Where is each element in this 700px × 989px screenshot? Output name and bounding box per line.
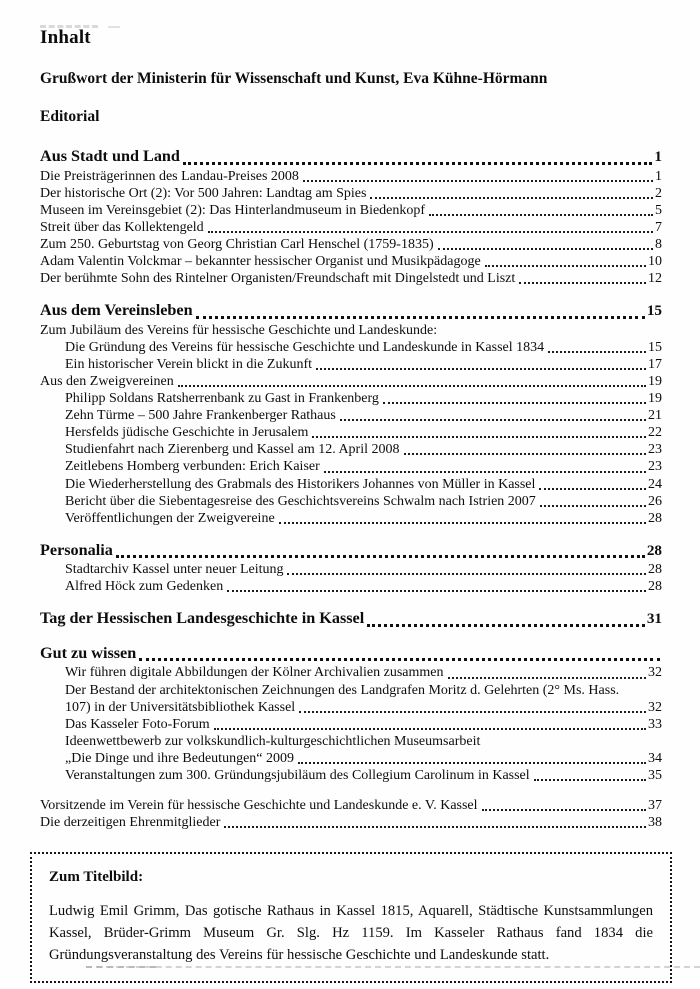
toc-entry-page: 19 (648, 373, 662, 389)
toc-entry-text: Zum 250. Geburtstag von Georg Christian Carl Henschel (1759-1835) (40, 236, 434, 252)
toc-entry-text: Stadtarchiv Kassel unter neuer Leitung (65, 562, 284, 578)
toc-entry-page: 32 (648, 665, 662, 681)
toc-entry (40, 424, 662, 441)
toc-entry (40, 699, 662, 716)
table-of-contents (40, 146, 662, 831)
toc-entry-text: Aus den Zweigvereinen (40, 373, 174, 389)
toc-entry (40, 767, 662, 784)
toc-entry-page: 7 (655, 219, 662, 235)
toc-entry-text: Hersfelds jüdische Geschichte in Jerusalem (65, 425, 309, 441)
toc-entry-text: Die Gründung des Vereins für hessische Geschichte und Landeskunde in Kassel 1834 (65, 339, 545, 355)
toc-entry-page: 12 (648, 271, 662, 287)
toc-entry (40, 300, 662, 322)
toc-entry (40, 540, 662, 562)
toc-entry-page: 28 (648, 579, 662, 595)
toc-entry-text: Streit über das Kollektengeld (40, 219, 204, 235)
toc-entry-page: 22 (648, 425, 662, 441)
dot-leader (367, 624, 645, 627)
toc-entry (40, 476, 662, 493)
dot-leader (370, 197, 653, 199)
page-title: Inhalt (40, 27, 91, 48)
toc-entry-page: 24 (648, 476, 662, 492)
greeting-line: Grußwort der Ministerin für Wissenschaft und Kunst, Eva Kühne-Hörmann (40, 70, 548, 87)
dot-leader (482, 809, 646, 811)
dot-leader (178, 385, 646, 387)
toc-entry-page: 28 (648, 562, 662, 578)
toc-section-personalia (40, 540, 662, 596)
toc-entry (40, 814, 662, 831)
dot-leader (519, 282, 646, 284)
dot-leader (298, 762, 646, 764)
toc-entry-page: 34 (648, 750, 662, 766)
dot-leader (224, 826, 646, 828)
toc-entry (40, 253, 662, 270)
toc-entry-text: Die Preisträgerinnen des Landau-Preises 2008 (40, 168, 299, 184)
toc-entry (40, 664, 662, 681)
dot-leader (214, 728, 646, 730)
cover-image-note-box (30, 852, 672, 983)
toc-entry (40, 643, 662, 665)
toc-entry (40, 750, 662, 767)
toc-entry-text: Aus Stadt und Land (40, 147, 180, 165)
toc-entry-page: 28 (646, 541, 662, 559)
toc-entry (40, 608, 662, 630)
toc-entry (40, 716, 662, 733)
toc-entry-text: Veranstaltungen zum 300. Gründungsjubiläum des Collegium Carolinum in Kassel (65, 768, 530, 784)
toc-entry-page: 31 (646, 610, 662, 628)
toc-entry (40, 797, 662, 814)
dot-leader (312, 436, 646, 438)
toc-entry-page: 38 (648, 815, 662, 831)
toc-entry-page: 37 (648, 798, 662, 814)
toc-entry-text: 107) in der Universitätsbibliothek Kassel (65, 699, 296, 715)
toc-entry-text: Wir führen digitale Abbildungen der Kölner Archivalien zusammen (65, 665, 444, 681)
toc-entry-page: 2 (655, 185, 662, 201)
toc-entry-page: 15 (646, 302, 662, 320)
toc-entry (40, 441, 662, 458)
toc-section-gut-zu-wissen (40, 643, 662, 784)
toc-entry (40, 510, 662, 527)
toc-entry-page: 26 (648, 493, 662, 509)
toc-entry-page: 28 (648, 510, 662, 526)
toc-entry (40, 236, 662, 253)
toc-entry (40, 322, 662, 339)
dot-leader (196, 316, 645, 319)
toc-entry (40, 407, 662, 424)
toc-entry (40, 339, 662, 356)
toc-entry (40, 390, 662, 407)
toc-entry-text: Veröffentlichungen der Zweigvereine (65, 510, 275, 526)
toc-entry-text: Bericht über die Siebentagesreise des Geschichtsvereins Schwalm nach Istrien 2007 (65, 493, 536, 509)
toc-section-anhang (40, 797, 662, 831)
toc-entry-page: 35 (648, 768, 662, 784)
dot-leader (548, 351, 646, 353)
scan-artifact (86, 966, 156, 968)
toc-entry-page: 19 (648, 391, 662, 407)
toc-entry (40, 733, 662, 750)
toc-entry-page: 8 (655, 236, 662, 252)
dot-leader (340, 419, 646, 421)
dot-leader (183, 162, 652, 165)
toc-entry-text: Alfred Höck zum Gedenken (65, 579, 224, 595)
toc-entry-text: Tag der Hessischen Landesgeschichte in Kassel (40, 609, 365, 628)
cover-note-body: Ludwig Emil Grimm, Das gotische Rathaus in Kassel 1815, Aquarell, Städtische Kunstsammlungen Kassel, Brüder-Grimm Museum Gr. Slg. Hz 1159. Im Kasseler Rathaus fand 1834 die Gründungsveranstaltung des Vereins für hessische Geschichte und Landeskunde statt. (49, 903, 653, 963)
toc-entry-text: Museen im Vereinsgebiet (2): Das Hinterlandmuseum in Biedenkopf (40, 202, 426, 218)
toc-entry-text: Zeitlebens Homberg verbunden: Erich Kaiser (65, 459, 320, 475)
toc-entry (40, 493, 662, 510)
toc-entry-text: Gut zu wissen (40, 643, 137, 662)
toc-entry (40, 682, 662, 699)
editorial-line: Editorial (40, 108, 100, 125)
toc-entry (40, 561, 662, 578)
toc-entry-text: Zehn Türme – 500 Jahre Frankenberger Rathaus (65, 408, 336, 424)
toc-entry (40, 219, 662, 236)
toc-entry-text: Adam Valentin Volckmar – bekannter hessischer Organist und Musikpädagoge (40, 253, 481, 269)
toc-entry-text: Die derzeitigen Ehrenmitglieder (40, 815, 221, 831)
toc-entry (40, 168, 662, 185)
scan-artifact (86, 966, 700, 968)
dot-leader (429, 214, 653, 216)
toc-entry-text: Der berühmte Sohn des Rintelner Organisten/Freundschaft mit Dingelstedt und Liszt (40, 271, 516, 287)
toc-entry-text: Die Wiederherstellung des Grabmals des Historikers Johannes von Müller in Kassel (65, 476, 536, 492)
toc-entry-text: Vorsitzende im Verein für hessische Geschichte und Landeskunde e. V. Kassel (40, 798, 478, 814)
scan-artifact (40, 25, 98, 28)
toc-entry-text: Personalia (40, 540, 113, 559)
toc-entry (40, 356, 662, 373)
dot-leader (299, 711, 646, 713)
toc-entry (40, 185, 662, 202)
toc-entry-page: 33 (648, 716, 662, 732)
dot-leader (227, 590, 646, 592)
toc-entry-text: Zum Jubiläum des Vereins für hessische Geschichte und Landeskunde: (40, 322, 438, 338)
toc-entry (40, 458, 662, 475)
toc-entry-page: 10 (648, 253, 662, 269)
toc-entry-text: Ein historischer Verein blickt in die Zukunft (65, 356, 313, 372)
dot-leader (279, 522, 646, 524)
toc-entry (40, 270, 662, 287)
toc-entry-page: 21 (648, 408, 662, 424)
dot-leader (540, 505, 646, 507)
toc-entry-page: 32 (648, 699, 662, 715)
toc-section-aus-stadt-und-land (40, 146, 662, 287)
dot-leader (139, 658, 660, 661)
dot-leader (383, 402, 646, 404)
dot-leader (287, 573, 646, 575)
toc-entry-text: Aus dem Vereinsleben (40, 301, 193, 320)
toc-entry-text: Das Kasseler Foto-Forum (65, 716, 210, 732)
toc-entry-page: 1 (655, 168, 662, 184)
toc-entry-page: 23 (648, 442, 662, 458)
toc-entry (40, 373, 662, 390)
dot-leader (534, 779, 646, 781)
toc-section-tag-der-hessischen-landesgeschichte (40, 608, 662, 630)
toc-entry-page: 1 (654, 148, 662, 165)
dot-leader (208, 231, 653, 233)
toc-entry (40, 146, 662, 168)
toc-section-aus-dem-vereinsleben (40, 300, 662, 527)
dot-leader (438, 248, 653, 250)
toc-entry-text: Der Bestand der architektonischen Zeichnungen des Landgrafen Moritz d. Gelehrten (2° Ms. Hass. (65, 682, 620, 698)
toc-entry-text: Ideenwettbewerb zur volkskundlich-kulturgeschichtlichen Museumsarbeit (65, 733, 481, 749)
toc-entry-page: 23 (648, 459, 662, 475)
dot-leader (303, 180, 653, 182)
dot-leader (448, 677, 647, 679)
toc-entry-text: Philipp Soldans Ratsherrenbank zu Gast in Frankenberg (65, 391, 379, 407)
dot-leader (539, 488, 646, 490)
cover-note-heading: Zum Titelbild: (49, 869, 144, 886)
toc-entry-text: Studienfahrt nach Zierenberg und Kassel am 12. April 2008 (65, 442, 400, 458)
dot-leader (324, 471, 646, 473)
toc-entry (40, 578, 662, 595)
toc-entry-text: „Die Dinge und ihre Bedeutungen“ 2009 (65, 750, 294, 766)
toc-entry-page: 17 (648, 356, 662, 372)
dot-leader (404, 453, 647, 455)
toc-entry (40, 202, 662, 219)
scan-artifact (108, 26, 120, 28)
dot-leader (316, 368, 646, 370)
dot-leader (116, 555, 645, 558)
dot-leader (485, 265, 646, 267)
toc-entry-page: 15 (648, 339, 662, 355)
toc-entry-page: 5 (655, 202, 662, 218)
toc-entry-text: Der historische Ort (2): Vor 500 Jahren: Landtag am Spies (40, 185, 367, 201)
